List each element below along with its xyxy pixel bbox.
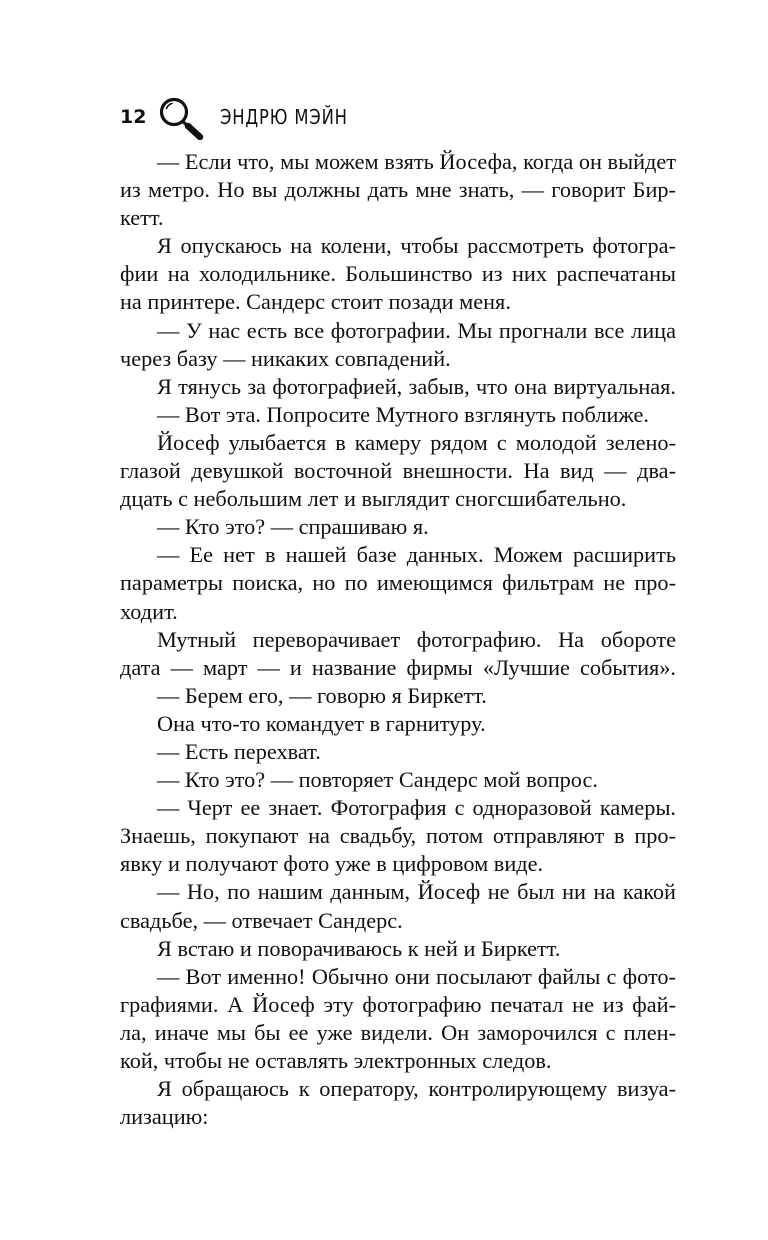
text-line: дцать с небольшим лет и выглядит сногсшибательно.	[120, 486, 627, 512]
text-line: фии на холодильнике. Большинство из них распечатаны	[120, 261, 676, 287]
text-line: — Есть перехват.	[157, 738, 321, 764]
text-line: свадьбе, — отвечает Сандерс.	[120, 907, 403, 933]
text-line: — Берем его, — говорю я Биркетт.	[157, 682, 487, 708]
text-line: — Но, по нашим данным, Йосеф не был ни на какой	[157, 879, 676, 905]
magnifying-glass-icon	[156, 94, 206, 140]
text-line: параметры поиска, но по имеющимся фильтрам не про-	[120, 570, 676, 596]
text-line: ла, иначе мы бы ее уже видели. Он заморочился с плен-	[120, 1019, 676, 1045]
text-line: — Если что, мы можем взять Йосефа, когда он выйдет	[157, 149, 676, 174]
text-line: — Вот именно! Обычно они посылают файлы с фото-	[157, 963, 676, 989]
text-line: кой, чтобы не оставлять электронных следов.	[120, 1048, 552, 1073]
page-number: 12	[120, 106, 147, 128]
text-line: явку и получают фото уже в цифровом виде.	[120, 851, 544, 877]
text-line: из метро. Но вы должны дать мне знать, — говорит Бир-	[120, 177, 676, 203]
text-line: лизацию:	[120, 1104, 209, 1130]
text-line: Знаешь, покупают на свадьбу, потом отправляют в про-	[120, 823, 676, 849]
text-line: через базу — никаких совпадений.	[120, 345, 451, 371]
text-line: глазой девушкой восточной внешности. На вид — два-	[120, 458, 676, 484]
text-line: кетт.	[120, 205, 164, 231]
text-line: Я обращаюсь к оператору, контролирующему визуа-	[157, 1076, 676, 1102]
text-line: Мутный переворачивает фотографию. На обороте	[157, 626, 676, 652]
text-line: на принтере. Сандерс стоит позади меня.	[120, 289, 511, 315]
page-body-text	[120, 148, 676, 1131]
text-line: — Черт ее знает. Фотография с одноразовой камеры.	[157, 795, 676, 821]
text-line: — Ее нет в нашей базе данных. Можем расширить	[157, 542, 676, 568]
text-line: Я встаю и поворачиваюсь к ней и Биркетт.	[157, 935, 561, 961]
text-line: Она что-то командует в гарнитуру.	[157, 710, 486, 736]
running-header	[120, 94, 376, 140]
text-line: Я опускаюсь на колени, чтобы рассмотреть фотогра-	[157, 233, 676, 259]
text-line: — У нас есть все фотографии. Мы прогнали все лица	[157, 317, 676, 343]
text-line: графиями. А Йосеф эту фотографию печатал не из фай-	[120, 991, 676, 1017]
text-line: — Вот эта. Попросите Мутного взглянуть поближе.	[157, 401, 649, 427]
text-line: — Кто это? — повторяет Сандерс мой вопрос.	[157, 767, 598, 793]
author-name: ЭНДРЮ МЭЙН	[220, 105, 349, 129]
text-line: — Кто это? — спрашиваю я.	[157, 514, 429, 540]
text-line: ходит.	[120, 598, 178, 624]
text-line: Я тянусь за фотографией, забыв, что она виртуальная.	[157, 373, 676, 399]
text-line: Йосеф улыбается в камеру рядом с молодой зелено-	[157, 429, 676, 455]
text-line: дата — март — и название фирмы «Лучшие события».	[120, 654, 676, 680]
